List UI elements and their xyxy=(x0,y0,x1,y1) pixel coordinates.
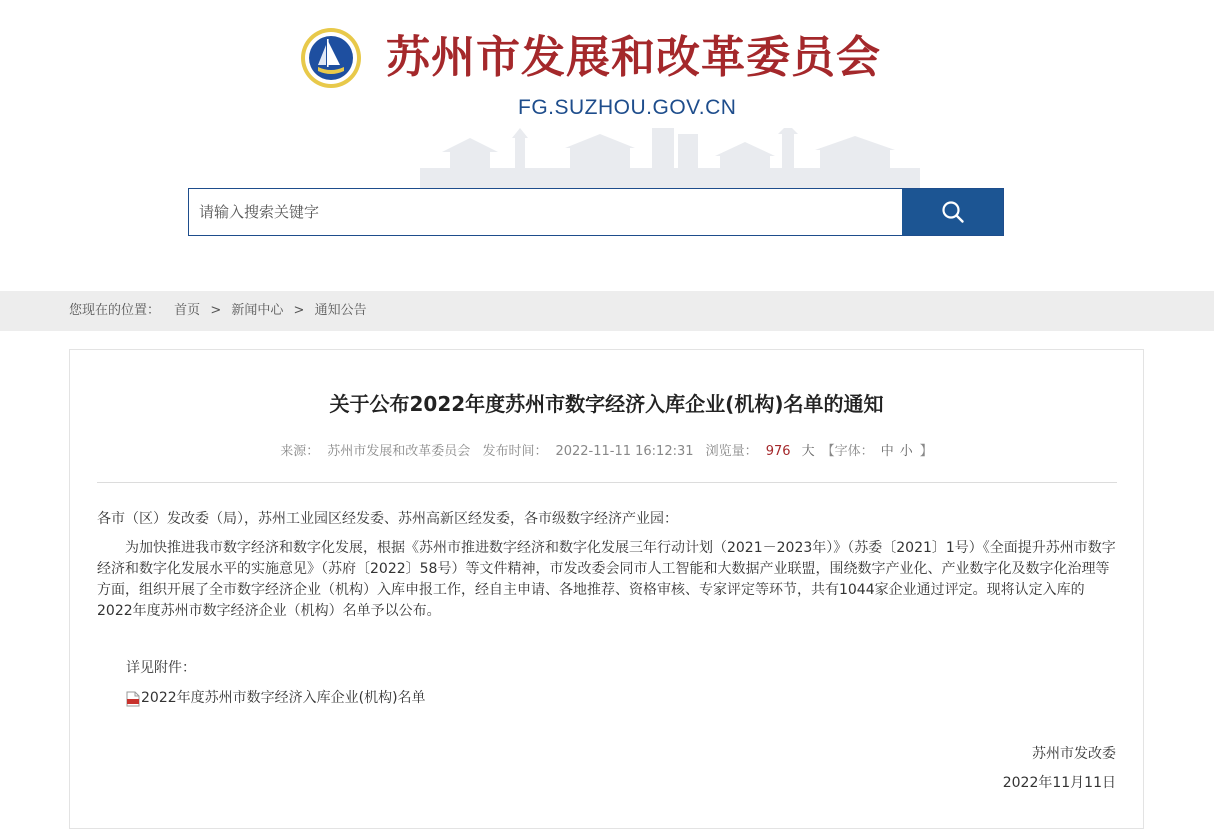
breadcrumb-notices[interactable]: 通知公告 xyxy=(314,303,367,318)
site-title: 苏州市发展和改革委员会 xyxy=(386,32,881,83)
font-size-small-link[interactable]: 小 xyxy=(899,444,913,459)
article-paragraph: 为加快推进我市数字经济和数字化发展，根据《苏州市推进数字经济和数字化发展三年行动计划（2021－2023年）》（苏委〔2021〕1号）《全面提升苏州市数字经济和数字化发展水平的实施意见》（苏府〔2022〕58号）等文件精神，市发改委会同市人工智能和大数据产业联盟，围绕数字产业化、产业数字化及数字化治理等方面，组织开展了全市数字经济企业（机构）入库申报工作，经自主申请、各地推荐、资格审核、专家评定等环节，共有1044家企业通过评定。现将认定入库的2022年度苏州市数字经济企业（机构）名单予以公布。 xyxy=(97,540,1116,619)
pdf-icon xyxy=(126,691,140,707)
search-icon xyxy=(941,200,965,224)
search-button[interactable] xyxy=(902,189,1003,235)
article-salutation: 各市（区）发改委（局），苏州工业园区经发委、苏州高新区经发委，各市级数字经济产业园： xyxy=(97,511,678,527)
search-bar xyxy=(188,188,1004,236)
signature-date: 2022年11月11日 xyxy=(1002,775,1116,791)
attachment-link[interactable] xyxy=(126,688,426,709)
city-skyline-illustration xyxy=(420,128,920,190)
site-logo-emblem xyxy=(300,27,362,89)
article-title: 关于公布2022年度苏州市数字经济入库企业(机构)名单的通知 xyxy=(329,392,884,416)
font-size-close: 】 xyxy=(919,444,933,459)
meta-source-label: 来源： xyxy=(280,444,320,459)
signature-org: 苏州市发改委 xyxy=(1032,746,1116,762)
breadcrumb-separator: > xyxy=(210,303,222,318)
font-size-large-link[interactable]: 大 xyxy=(801,444,815,459)
meta-views-label: 浏览量： xyxy=(705,444,758,459)
font-size-label: 【字体： xyxy=(821,444,874,459)
meta-views-count: 976 xyxy=(765,444,791,459)
attachment-label: 详见附件： xyxy=(126,660,196,676)
breadcrumb-news-center[interactable]: 新闻中心 xyxy=(231,303,284,318)
breadcrumb-separator: > xyxy=(293,303,305,318)
site-header xyxy=(0,0,1214,290)
meta-time-label: 发布时间： xyxy=(482,444,548,459)
breadcrumb-label: 您现在的位置： xyxy=(69,303,161,318)
attachment-name: 2022年度苏州市数字经济入库企业(机构)名单 xyxy=(141,690,426,706)
title-divider xyxy=(97,482,1117,483)
font-size-medium-link[interactable]: 中 xyxy=(880,444,894,459)
breadcrumb-home[interactable]: 首页 xyxy=(174,303,201,318)
breadcrumb-bar xyxy=(0,291,1214,331)
breadcrumb xyxy=(69,291,367,331)
article-meta xyxy=(70,442,1143,462)
meta-time: 2022-11-11 16:12:31 xyxy=(555,444,694,459)
search-input[interactable] xyxy=(189,189,902,235)
site-domain: FG.SUZHOU.GOV.CN xyxy=(518,96,737,119)
article-panel xyxy=(69,349,1144,829)
meta-source: 苏州市发展和改革委员会 xyxy=(327,444,471,459)
